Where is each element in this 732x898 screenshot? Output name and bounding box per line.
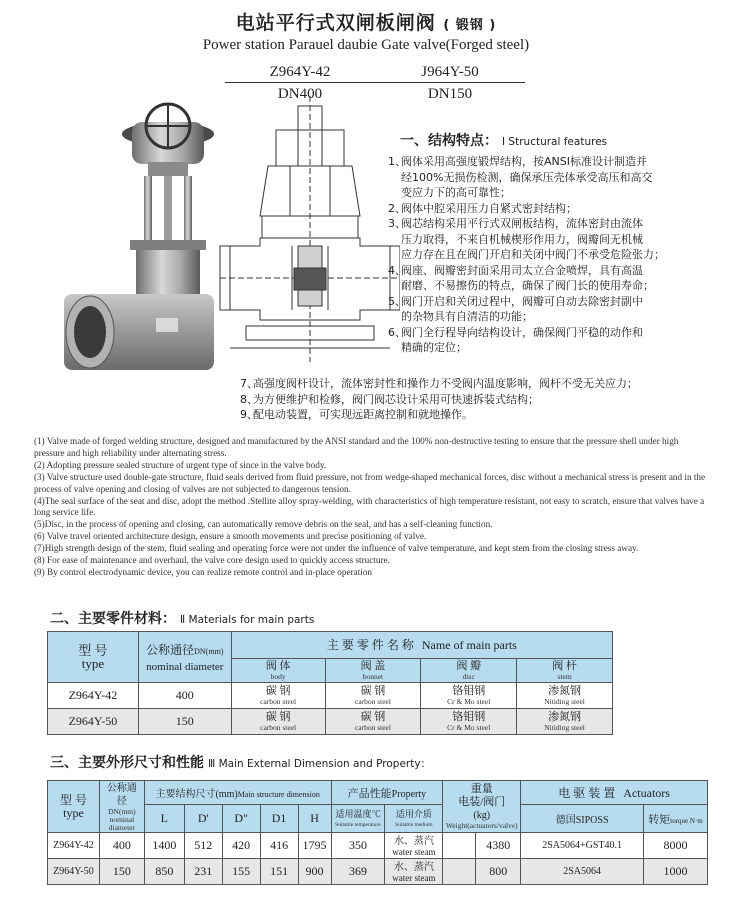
type-header: 型 号 type: [48, 632, 139, 683]
col-torque: 转矩torque N·m: [644, 805, 708, 833]
model-dn: DN400: [277, 86, 323, 102]
dn-header: 公称通径 DN(mm) nominal diameter: [99, 781, 144, 833]
col-D1: D1: [260, 805, 298, 833]
section3-title-cn: 三、主要外形尺寸和性能: [50, 755, 204, 771]
feature-en-item: (8) For ease of maintenance and overhaul, the valve core design used to quickly access structure.: [34, 555, 390, 566]
section1-title-en: Ⅰ Structural features: [502, 136, 608, 148]
feature-item: 9、配电动装置，可实现远距离控制和就地操作。: [240, 408, 473, 421]
title-suffix: ( 锻钢 ): [443, 18, 497, 33]
page-title: [0, 8, 732, 35]
col-D-prime: D': [184, 805, 222, 833]
feature-item: 3、阀芯结构采用平行式双闸板结构，流体密封由流体 压力取得，不来自机械楔形作用力，阀瓣间无机械 应力存在且在阀门开启和关闭中阀门不承受危险张力；: [388, 217, 665, 261]
title-cn-text: 电站平行式双闸板闸阀: [235, 12, 436, 34]
feature-item: 8、为方便维护和检修，阀门阀芯设计采用可快速拆装式结构；: [240, 392, 539, 406]
feature-item: 4、阀座、阀瓣密封面采用司太立合金喷焊，具有高温 耐磨、不易擦伤的特点，确保了阀门长的使用寿命；: [388, 263, 654, 292]
table-row: Z964Y-50 150 碳 钢 carbon steel 碳 钢 carbon steel 铬钼钢 Cr & Mo steel 渗氮钢 Nitiding steel: [48, 709, 613, 735]
table-row: Z964Y-50 150 850 231 155 151 900 369 水、蒸汽 water steam 800 2SA5064 1000: [48, 859, 708, 885]
features-cn-list: [388, 154, 708, 356]
section2-heading: [50, 608, 314, 628]
col-disc: 阀 瓣 disc: [421, 659, 517, 683]
dims-group-header: 主要结构尺寸(mm)Main structure dimension: [144, 781, 331, 805]
col-body: 阀 体 body: [231, 659, 325, 683]
col-D-double-prime: D": [222, 805, 260, 833]
page-subtitle: Power station Parauel daubie Gate valve(Forged steel): [202, 37, 530, 53]
perf-group-header: 产品性能Property: [331, 781, 443, 805]
model-dn: DN150: [427, 86, 473, 102]
actuator-group-header: 电 驱 装 置 Actuators: [521, 781, 708, 805]
feature-en-item: (2) Adopting pressure sealed structure of urgent type of since in the valve body.: [34, 459, 327, 470]
dn-header: 公称通径DN(mm) nominal diameter: [138, 632, 231, 683]
dimensions-table: [47, 780, 708, 885]
col-bonnet: 阀 盖 bonnet: [325, 659, 421, 683]
materials-header-row: [48, 632, 613, 659]
col-H: H: [298, 805, 331, 833]
feature-item: 2、阀体中腔采用压力自紧式密封结构；: [388, 201, 577, 215]
col-stem: 阀 杆 stem: [517, 659, 613, 683]
feature-item: 7、高强度阀杆设计，流体密封性和操作力不受阀内温度影响，阀杆不受无关应力；: [240, 377, 638, 390]
features-cn-list-wide: [240, 376, 720, 423]
dims-subheader-row: [48, 805, 708, 833]
section3-title-en: Ⅲ Main External Dimension and Property：: [208, 758, 432, 770]
feature-item: 1、阀体采用高强度锻焊结构，按ANSI标准设计制造并 经100%无损伤检测，确保承压壳体承受高压和高交 变应力下的高可靠性；: [388, 155, 653, 199]
feature-en-item: (5)Disc, in the process of opening and closing, can automatically remove debris on the seal, and has a self-cleaning function.: [34, 519, 493, 530]
table-row: Z964Y-42 400 1400 512 420 416 1795 350 水、蒸汽 water steam 4380 2SA5064+GST40.1 8000: [48, 833, 708, 859]
col-L: L: [144, 805, 184, 833]
valve-illustration: [60, 96, 400, 376]
table-row: Z964Y-42 400 碳 钢 carbon steel 碳 钢 carbon steel 铬钼钢 Cr & Mo steel 渗氮钢 Nitiding steel: [48, 683, 613, 709]
weight-header: 重量 电装/阀门 (kg) Weight(actuators/valve): [443, 781, 521, 833]
features-en-list: [34, 436, 710, 579]
section3-heading: [50, 752, 431, 772]
col-temp: 适用温度℃ Suitable temperature: [331, 805, 385, 833]
feature-en-item: (1) Valve made of forged welding structure, designed and manufactured by the ANSI standard and the 100% non-destructive testing to ensure that the pressure shell under high pressure and high reliability under alternating stress.: [34, 436, 679, 458]
feature-en-item: (9) By control electrodynamic device, you can realize remote control and in-place operation: [34, 566, 373, 577]
type-header: 型 号 type: [48, 781, 100, 833]
feature-en-item: (6) Valve travel oriented architecture design, ensure a smooth movements and precise positioning of valve.: [34, 531, 427, 542]
actuator-photo: [64, 104, 214, 370]
model-code: Z964Y-42: [225, 64, 375, 83]
feature-en-item: (4)The seal surface of the seat and disc, adopt the method .Stellite alloy spray-welding, with characteristics of high temperature resistant, not easy to scratch, ensure that valves have a long service life.: [34, 495, 705, 518]
feature-en-item: (7)High strength design of the stem, fluid sealing and operating force were not under the influence of valve temperature, and kept stem from the closing stress away.: [34, 543, 639, 554]
col-medium: 适用介质 Suitable medium: [385, 805, 443, 833]
section1-title-cn: 一、结构特点：: [400, 133, 498, 149]
feature-en-item: (3) Valve structure used double-gate structure, fluid seals derived from fluid pressure, not from wedge-shaped mechanical forces, disc without a mechanical stress is present and in the process of valve opening and closing of valves are not subjected to dangerous tension.: [34, 471, 706, 494]
section2-title-en: Ⅱ Materials for main parts: [180, 614, 315, 626]
dims-header-row: [48, 781, 708, 805]
parts-header: 主 要 零 件 名 称 Name of main parts: [231, 632, 612, 659]
materials-table: [47, 631, 613, 735]
section1-heading: [400, 130, 607, 150]
section-drawing: [220, 96, 400, 362]
model-code: J964Y-50: [375, 64, 525, 83]
section2-title-cn: 二、主要零件材料：: [50, 611, 176, 627]
feature-item: 6、阀门全行程导向结构设计，确保阀门平稳的动作和 精确的定位；: [388, 325, 643, 354]
col-actuator-model: 德国SIPOSS: [521, 805, 644, 833]
feature-item: 5、阀门开启和关闭过程中，阀瓣可自动去除密封副中 的杂物具有自清洁的功能；: [388, 294, 643, 323]
